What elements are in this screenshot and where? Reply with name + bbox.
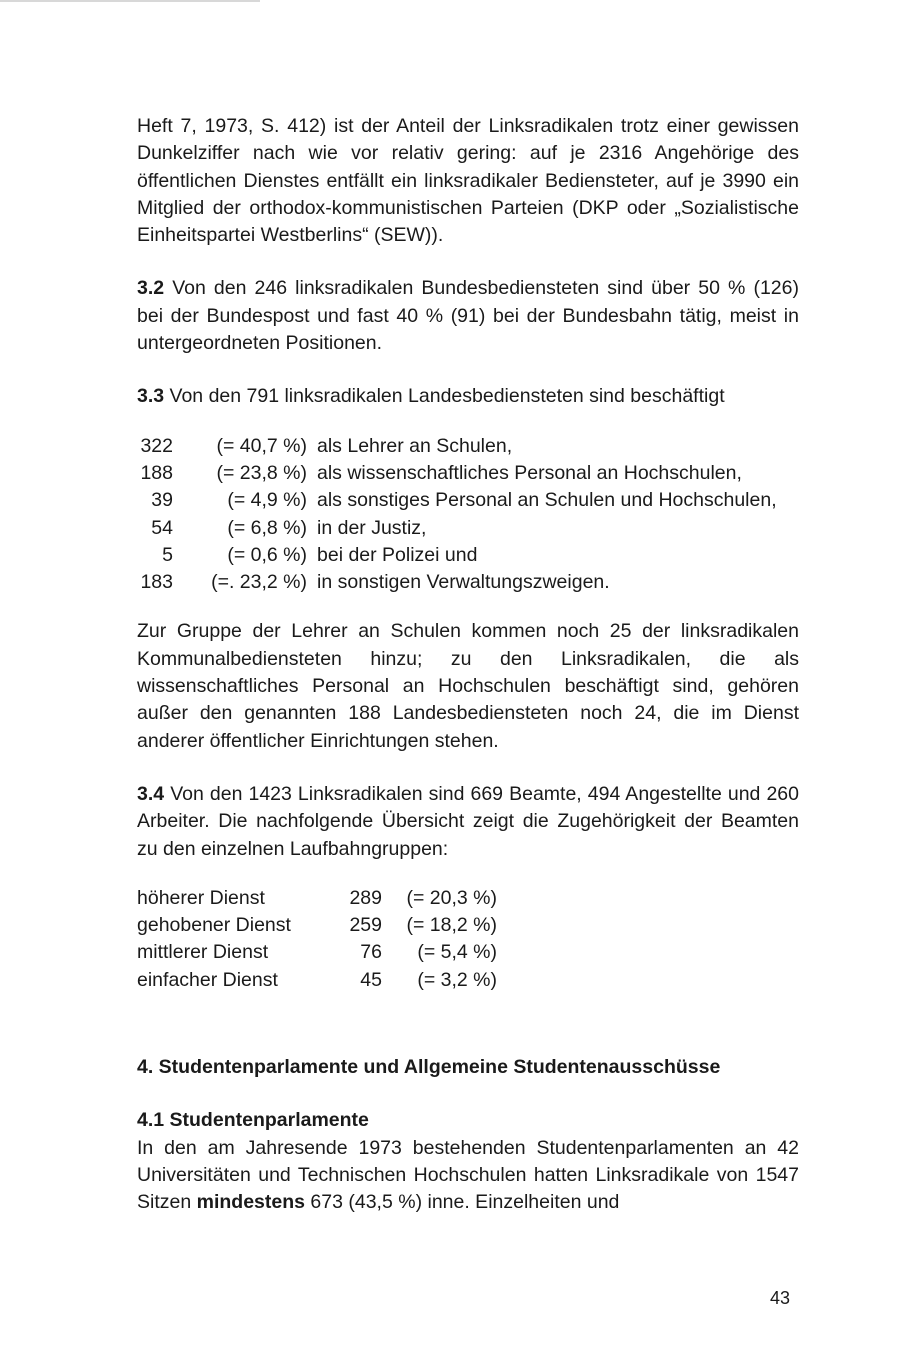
percent-cell: (= 4,9 %) — [227, 489, 307, 512]
table-row — [137, 885, 497, 912]
section-3-2 — [137, 275, 799, 357]
group-cell: höherer Dienst — [137, 886, 265, 909]
scan-edge-line — [0, 0, 260, 2]
percent-cell: (=. 23,2 %) — [211, 571, 307, 594]
table-row — [137, 939, 497, 966]
section-number: 3.2 — [137, 277, 165, 300]
description-cell: als sonstiges Personal an Schulen und Hochschulen, — [317, 489, 777, 512]
percent-cell: (= 23,8 %) — [216, 461, 307, 484]
percent-cell: (= 3,2 %) — [417, 968, 497, 991]
section-3-3-continuation: Zur Gruppe der Lehrer an Schulen kommen noch 25 der linksradikalen Kommunalbediensteten hinzu; zu den Linksradikalen, die als wissenschaftliches Personal an Hochschulen beschäftigt sind, gehören außer den genannten 188 Landesbediensteten noch 24, die im Dienst anderer öffentlicher Einrichtungen stehen. — [137, 620, 799, 752]
emphasis-text: mindestens — [196, 1191, 305, 1214]
group-cell: gehobener Dienst — [137, 914, 291, 937]
count-cell: 76 — [360, 941, 382, 964]
count-cell: 45 — [360, 968, 382, 991]
table-row — [137, 912, 497, 939]
percent-cell: (= 20,3 %) — [406, 886, 497, 909]
section-text: Von den 246 linksradikalen Bundesbediensteten sind über 50 % (126) bei der Bundespost und fast 40 % (91) bei der Bundesbahn tätig, meist in untergeordneten Positionen. — [137, 277, 799, 355]
section-number: 3.3 — [137, 385, 165, 408]
count-cell: 322 — [140, 434, 173, 457]
intro-paragraph: Heft 7, 1973, S. 412) ist der Anteil der Linksradikalen trotz einer gewissen Dunkelziffer nach wie vor relativ gering: auf je 2316 Angehörige des öffentlichen Dienstes entfällt ein linksradikaler Bediensteter, auf je 3990 ein Mitglied der orthodox-kommunistischen Parteien (DKP oder „Sozialistische Einheitspartei Westberlins“ (SEW)). — [137, 115, 799, 247]
count-cell: 259 — [349, 914, 382, 937]
career-groups-table — [137, 885, 497, 994]
percent-cell: (= 40,7 %) — [216, 434, 307, 457]
section-text: Von den 791 linksradikalen Landesbediensteten sind beschäftigt — [169, 385, 725, 408]
section-4-1-text — [137, 1135, 799, 1217]
count-cell: 5 — [162, 543, 173, 566]
percent-cell: (= 0,6 %) — [227, 543, 307, 566]
description-cell: als wissenschaftliches Personal an Hochschulen, — [317, 461, 742, 484]
document-page — [137, 113, 799, 1217]
section-3-3 — [137, 383, 799, 410]
count-cell: 289 — [349, 886, 382, 909]
table-row — [137, 515, 799, 542]
page-number: 43 — [770, 1288, 791, 1308]
table-row — [137, 460, 799, 487]
description-cell: in der Justiz, — [317, 516, 427, 539]
table-row — [137, 967, 497, 994]
text-fragment: 673 (43,5 %) inne. Einzelheiten und — [305, 1191, 620, 1214]
percent-cell: (= 18,2 %) — [406, 914, 497, 937]
table-row — [137, 433, 799, 460]
section-4-heading: 4. Studentenparlamente und Allgemeine Studentenausschüsse — [137, 1056, 721, 1079]
percent-cell: (= 6,8 %) — [227, 516, 307, 539]
section-3-4 — [137, 781, 799, 863]
text-fragment: In den am Jahresende 1973 bestehenden Studentenparlamenten an 42 Universitäten und Technischen Hochschulen hatten Linksradikale von 1547 Sitzen — [137, 1136, 799, 1214]
description-cell: bei der Polizei und — [317, 543, 478, 566]
group-cell: einfacher Dienst — [137, 968, 278, 991]
table-row — [137, 569, 799, 596]
count-cell: 39 — [151, 489, 173, 512]
percent-cell: (= 5,4 %) — [417, 941, 497, 964]
count-cell: 54 — [151, 516, 173, 539]
description-cell: als Lehrer an Schulen, — [317, 434, 513, 457]
table-row — [137, 487, 799, 514]
staff-distribution-table — [137, 433, 799, 597]
group-cell: mittlerer Dienst — [137, 941, 269, 964]
section-number: 3.4 — [137, 782, 165, 805]
description-cell: in sonstigen Verwaltungszweigen. — [317, 571, 610, 594]
section-text: Von den 1423 Linksradikalen sind 669 Beamte, 494 Angestellte und 260 Arbeiter. Die nachfolgende Übersicht zeigt die Zugehörigkeit der Beamten zu den einzelnen Laufbahngruppen: — [137, 782, 799, 860]
section-4-1-heading: 4.1 Studentenparlamente — [137, 1109, 369, 1132]
count-cell: 188 — [140, 461, 173, 484]
table-row — [137, 542, 799, 569]
count-cell: 183 — [140, 571, 173, 594]
